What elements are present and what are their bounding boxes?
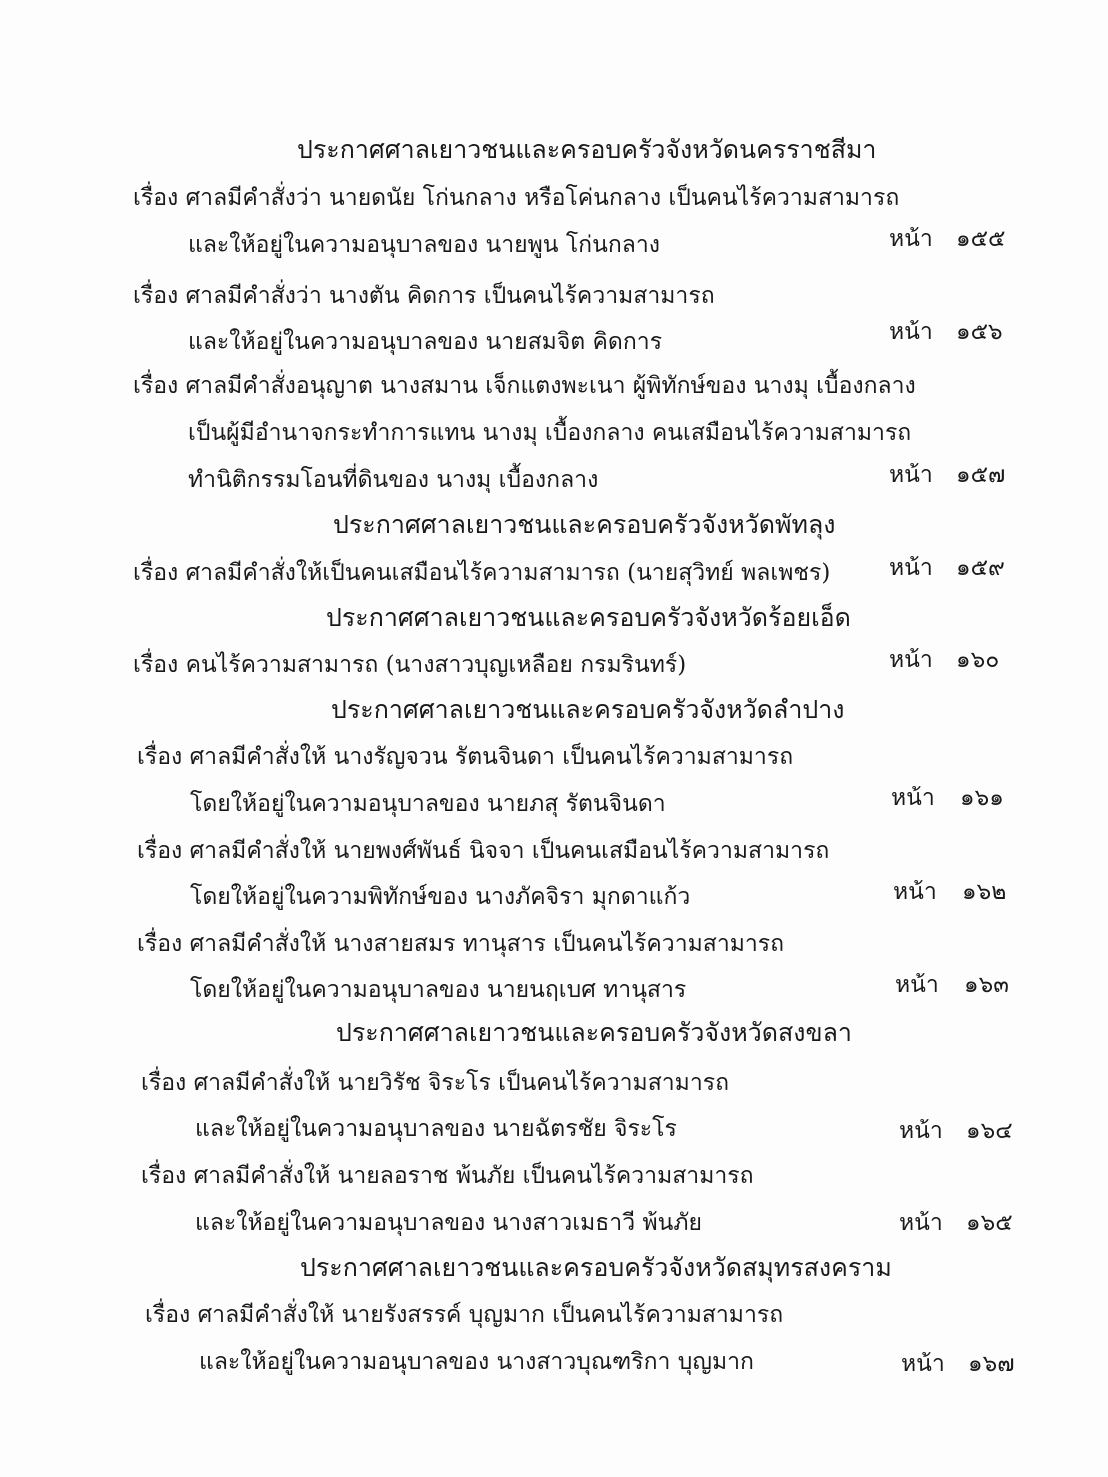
page-number: ๑๕๗ [956,462,1006,488]
section-heading: ประกาศศาลเยาวชนและครอบครัวจังหวัดร้อยเอ็ด [326,603,851,632]
section-heading: ประกาศศาลเยาวชนและครอบครัวจังหวัดนครราชสีมา [297,135,877,164]
entry-line: เรื่อง ศาลมีคำสั่งให้ นายลอราช พ้นภัย เป็นคนไร้ความสามารถ [141,1163,754,1189]
page-number: ๑๖๓ [964,972,1009,998]
entry-line: เรื่อง คนไร้ความสามารถ (นางสาวบุญเหลือย กรมรินทร์) [133,652,687,678]
page-ref [0,1116,1108,1146]
entry-line: และให้อยู่ในความอนุบาลของ นายฉัตรชัย จิระโร [195,1116,677,1142]
page-label: หน้า [899,1210,943,1236]
entry-line: โดยให้อยู่ในความพิทักษ์ของ นางภัคจิรา มุกดาแก้ว [190,884,691,910]
page-ref [0,877,1108,907]
page-label: หน้า [889,319,933,345]
entry-line: ทำนิติกรรมโอนที่ดินของ นางมุ เบื้องกลาง [188,467,599,493]
section-heading: ประกาศศาลเยาวชนและครอบครัวจังหวัดพัทลุง [333,510,836,539]
page-label: หน้า [895,972,939,998]
page-number: ๑๖๑ [960,785,1004,811]
page-number: ๑๕๕ [956,226,1006,252]
page-number: ๑๖๗ [968,1351,1015,1377]
entry-line: เรื่อง ศาลมีคำสั่งให้ นายวิรัช จิระโร เป็นคนไร้ความสามารถ [141,1070,730,1096]
page-ref [0,645,1108,675]
page-number: ๑๖๒ [962,879,1007,905]
page-ref [0,224,1108,254]
page-number: ๑๕๖ [956,319,1003,345]
entry-line: โดยให้อยู่ในความอนุบาลของ นายนฤเบศ ทานุสาร [190,977,687,1003]
entry-line: เรื่อง ศาลมีคำสั่งให้ นายรังสรรค์ บุญมาก เป็นคนไร้ความสามารถ [145,1302,784,1328]
entry-line: เป็นผู้มีอำนาจกระทำการแทน นางมุ เบื้องกลาง คนเสมือนไร้ความสามารถ [188,420,912,446]
page-ref [0,460,1108,490]
page-label: หน้า [899,1118,943,1144]
entry-line: เรื่อง ศาลมีคำสั่งว่า นายดนัย โก่นกลาง หรือโค่นกลาง เป็นคนไร้ความสามารถ [133,185,900,211]
page-ref [0,783,1108,813]
page-label: หน้า [901,1351,945,1377]
entry-line: และให้อยู่ในความอนุบาลของ นางสาวบุณฑริกา บุญมาก [199,1349,754,1375]
page-label: หน้า [889,555,933,581]
page-label: หน้า [889,226,933,252]
entry-line: เรื่อง ศาลมีคำสั่งว่า นางตัน คิดการ เป็นคนไร้ความสามารถ [133,283,715,309]
entry-line: เรื่อง ศาลมีคำสั่งให้เป็นคนเสมือนไร้ความสามารถ (นายสุวิทย์ พลเพชร) [133,560,831,586]
page-ref [0,553,1108,583]
entry-line: และให้อยู่ในความอนุบาลของ นางสาวเมธาวี พ้นภัย [195,1210,702,1236]
page-number: ๑๖๕ [966,1210,1013,1236]
section-heading: ประกาศศาลเยาวชนและครอบครัวจังหวัดสงขลา [336,1018,852,1047]
page-ref [0,1208,1108,1238]
page-ref [0,970,1108,1000]
page-label: หน้า [891,785,935,811]
page-label: หน้า [889,647,933,673]
page-label: หน้า [893,879,937,905]
entry-line: เรื่อง ศาลมีคำสั่งอนุญาต นางสมาน เจ็กแตงพะเนา ผู้พิทักษ์ของ นางมุ เบื้องกลาง [133,373,916,399]
page-ref [0,1349,1108,1379]
section-heading: ประกาศศาลเยาวชนและครอบครัวจังหวัดลำปาง [331,695,845,724]
section-heading: ประกาศศาลเยาวชนและครอบครัวจังหวัดสมุทรสงคราม [300,1253,892,1282]
entry-line: โดยให้อยู่ในความอนุบาลของ นายภสุ รัตนจินดา [190,791,666,817]
entry-line: เรื่อง ศาลมีคำสั่งให้ นางรัญจวน รัตนจินดา เป็นคนไร้ความสามารถ [137,744,794,770]
entry-line: เรื่อง ศาลมีคำสั่งให้ นายพงศ์พันธ์ นิจจา เป็นคนเสมือนไร้ความสามารถ [137,838,830,864]
page-number: ๑๕๙ [956,555,1005,581]
entry-line: และให้อยู่ในความอนุบาลของ นายพูน โก่นกลาง [188,232,660,258]
entry-line: และให้อยู่ในความอนุบาลของ นายสมจิต คิดการ [188,329,663,355]
entry-line: เรื่อง ศาลมีคำสั่งให้ นางสายสมร ทานุสาร เป็นคนไร้ความสามารถ [137,931,785,957]
page-label: หน้า [889,462,933,488]
page-number: ๑๖๔ [966,1118,1013,1144]
page-number: ๑๖๐ [956,647,1000,673]
page-ref [0,317,1108,347]
